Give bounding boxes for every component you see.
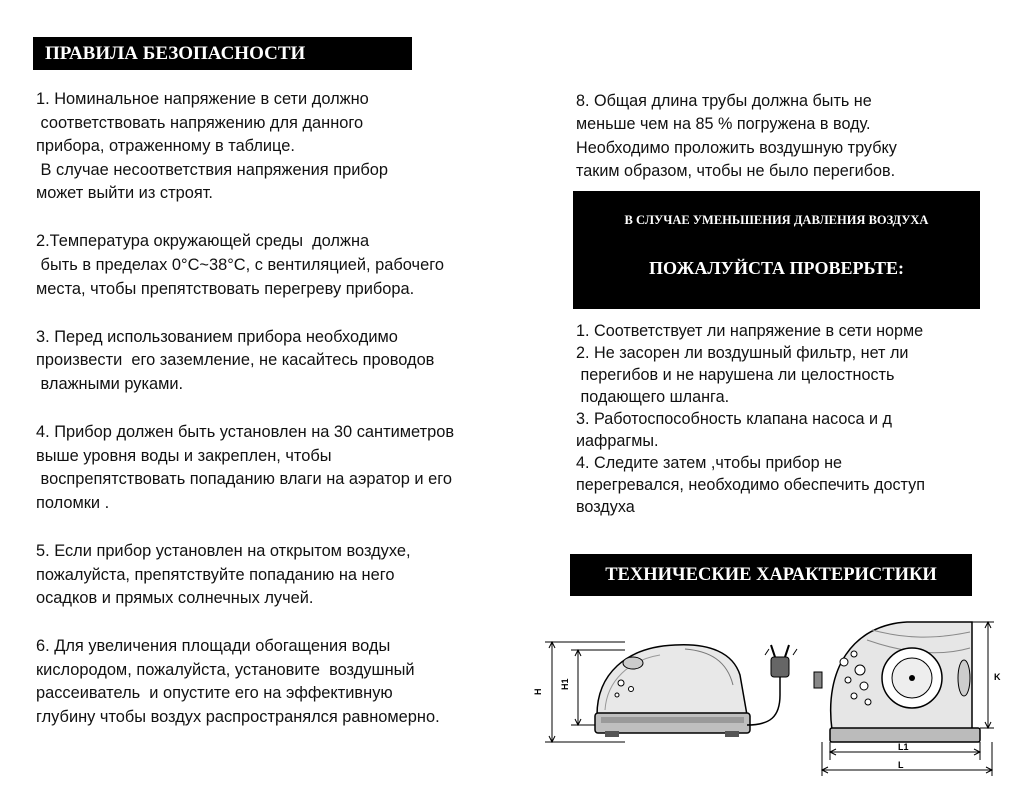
pressure-check-list <box>576 320 996 518</box>
rule-3 <box>36 326 536 397</box>
rule-line: 5. Если прибор установлен на открытом воздухе, <box>36 541 411 560</box>
rule-line: 3. Перед использованием прибора необходимо <box>36 327 398 346</box>
rule-line: 6. Для увеличения площади обогащения воды <box>36 637 391 656</box>
rule-line: прибора, отраженному в таблице. <box>36 137 295 156</box>
aerator-front-body <box>814 622 980 742</box>
rule-line: места, чтобы препятствовать перегреву прибора. <box>36 279 415 298</box>
rule-line: влажными руками. <box>36 374 184 393</box>
rule-line: пожалуйста, препятствуйте попаданию на него <box>36 565 395 584</box>
rule-line: поломки . <box>36 493 110 512</box>
rule-line: меньше чем на 85 % погружена в воду. <box>576 115 871 134</box>
rule-line: осадков и прямых солнечных лучей. <box>36 589 314 608</box>
rule-4 <box>36 421 536 515</box>
rule-line: кислородом, пожалуйста, установите воздушный <box>36 660 415 679</box>
check-line: подающего шланга. <box>576 388 730 406</box>
check-line: перегревался, необходимо обеспечить доступ <box>576 476 925 494</box>
rule-line: Необходимо проложить воздушную трубку <box>576 138 897 157</box>
dim-h-label: H <box>533 688 543 695</box>
dim-h1-label: H1 <box>560 678 570 690</box>
rule-line: соответствовать напряжению для данного <box>36 113 364 132</box>
aerator-front-view-diagram <box>812 610 1008 780</box>
check-line: 1. Соответствует ли напряжение в сети норме <box>576 322 924 340</box>
rule-line: 1. Номинальное напряжение в сети должно <box>36 90 369 108</box>
pressure-check-banner <box>573 191 980 309</box>
dim-l1-label: L1 <box>898 742 909 752</box>
rule-2 <box>36 230 536 301</box>
rule-line: рассеиватель и опустите его на эффективную <box>36 684 393 703</box>
rule-line: воспрепятствовать попаданию влаги на аэратор и его <box>36 470 452 489</box>
tech-specs-title: ТЕХНИЧЕСКИЕ ХАРАКТЕРИСТИКИ <box>605 564 937 585</box>
check-line: перегибов и не нарушена ли целостность <box>576 366 895 384</box>
dim-l-label: L <box>898 760 904 770</box>
check-line: иафрагмы. <box>576 432 659 450</box>
dim-k-label: K <box>994 672 1001 682</box>
rule-5 <box>36 540 536 611</box>
check-line: 3. Работоспособность клапана насоса и д <box>576 410 892 428</box>
rule-line: таким образом, чтобы не было перегибов. <box>576 161 896 180</box>
rule-line: 8. Общая длина трубы должна быть не <box>576 92 872 110</box>
check-line: 4. Следите затем ,чтобы прибор не <box>576 454 843 472</box>
safety-rules-title: ПРАВИЛА БЕЗОПАСНОСТИ <box>45 42 306 64</box>
rule-line: 2.Температура окружающей среды должна <box>36 232 370 251</box>
rule-6 <box>36 635 536 729</box>
pressure-banner-line-1: В СЛУЧАЕ УМЕНЬШЕНИЯ ДАВЛЕНИЯ ВОЗДУХА <box>624 213 929 227</box>
rule-1 <box>36 88 536 206</box>
tech-specs-banner <box>570 554 972 596</box>
aerator-side-view-diagram <box>535 625 805 775</box>
rule-line: может выйти из строят. <box>36 184 213 203</box>
check-line: 2. Не засорен ли воздушный фильтр, нет ли <box>576 344 909 362</box>
rule-line: В случае несоответствия напряжения прибор <box>36 160 388 179</box>
safety-rules-banner <box>33 37 412 70</box>
rule-line: глубину чтобы воздух распространялся равномерно. <box>36 707 440 726</box>
aerator-body <box>595 645 750 737</box>
rule-line: быть в пределах 0°C~38°C, с вентиляцией, рабочего <box>36 256 444 275</box>
rule-line: выше уровня воды и закреплен, чтобы <box>36 446 332 465</box>
pressure-banner-line-2: ПОЖАЛУЙСТА ПРОВЕРЬТЕ: <box>648 258 905 278</box>
rule-line: 4. Прибор должен быть установлен на 30 сантиметров <box>36 423 455 442</box>
rule-line: произвести его заземление, не касайтесь проводов <box>36 351 435 370</box>
safety-rules-list <box>36 88 536 730</box>
check-line: воздуха <box>576 498 635 516</box>
rule-8 <box>576 90 996 183</box>
power-cord-plug <box>747 645 797 725</box>
